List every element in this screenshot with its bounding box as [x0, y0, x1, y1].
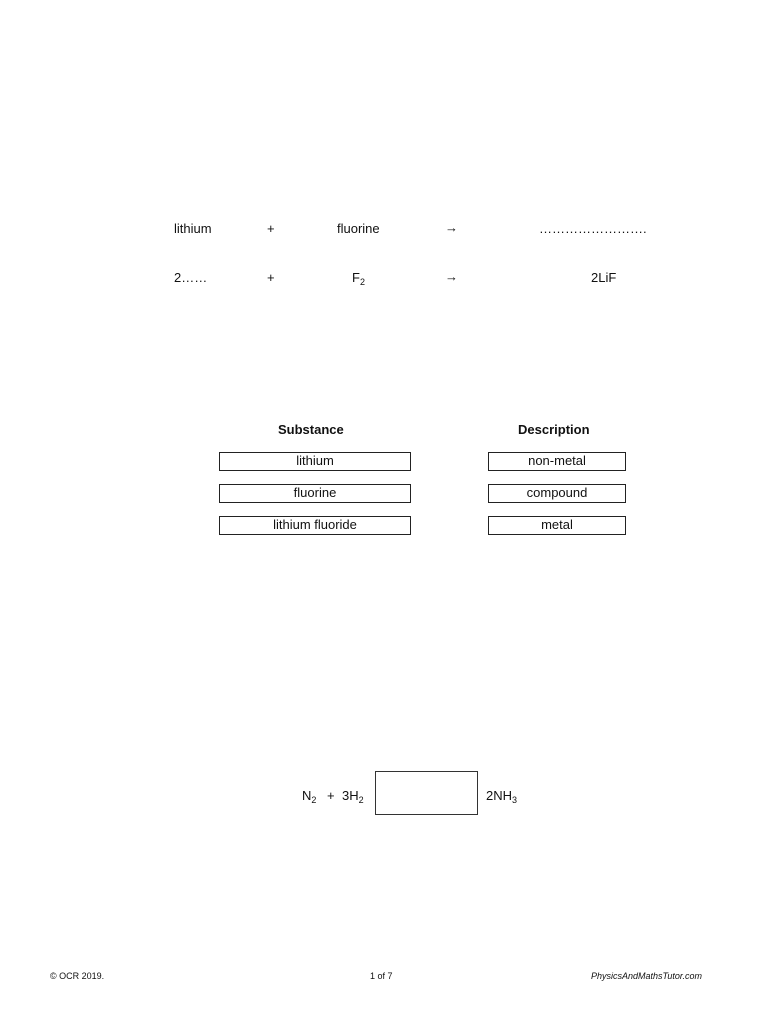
- footer-copyright: © OCR 2019.: [50, 971, 105, 981]
- description-box-compound[interactable]: compound: [488, 484, 626, 503]
- description-header: Description: [518, 422, 590, 437]
- footer-page-number: 1 of 7: [370, 971, 393, 981]
- substance-box-lithium-fluoride[interactable]: lithium fluoride: [219, 516, 411, 535]
- word-eq-product-blank[interactable]: …………………….: [539, 221, 647, 236]
- arrow-icon: →: [445, 220, 458, 235]
- description-box-metal[interactable]: metal: [488, 516, 626, 535]
- symbol-eq-product: 2LiF: [591, 270, 617, 285]
- word-eq-plus: +: [267, 221, 275, 236]
- haber-hydrogen: $3H_2$: [342, 788, 364, 805]
- symbol-eq-plus: +: [267, 270, 275, 285]
- word-eq-reactant1: lithium: [174, 221, 212, 236]
- haber-plus: +: [327, 788, 335, 803]
- substance-header: Substance: [278, 422, 344, 437]
- haber-ammonia: $2NH_3$: [486, 788, 518, 805]
- haber-nitrogen: $N_2$: [302, 788, 317, 805]
- footer-site: PhysicsAndMathsTutor.com: [591, 971, 703, 981]
- reaction-symbol-answer-box[interactable]: [375, 771, 478, 815]
- substance-box-lithium[interactable]: lithium: [219, 452, 411, 471]
- symbol-eq-reactant1-blank[interactable]: 2……: [174, 270, 208, 285]
- description-box-non-metal[interactable]: non-metal: [488, 452, 626, 471]
- symbol-eq-reactant2: $F_2$: [352, 270, 365, 287]
- arrow-icon: →: [445, 269, 458, 284]
- substance-box-fluorine[interactable]: fluorine: [219, 484, 411, 503]
- word-eq-reactant2: fluorine: [337, 221, 380, 236]
